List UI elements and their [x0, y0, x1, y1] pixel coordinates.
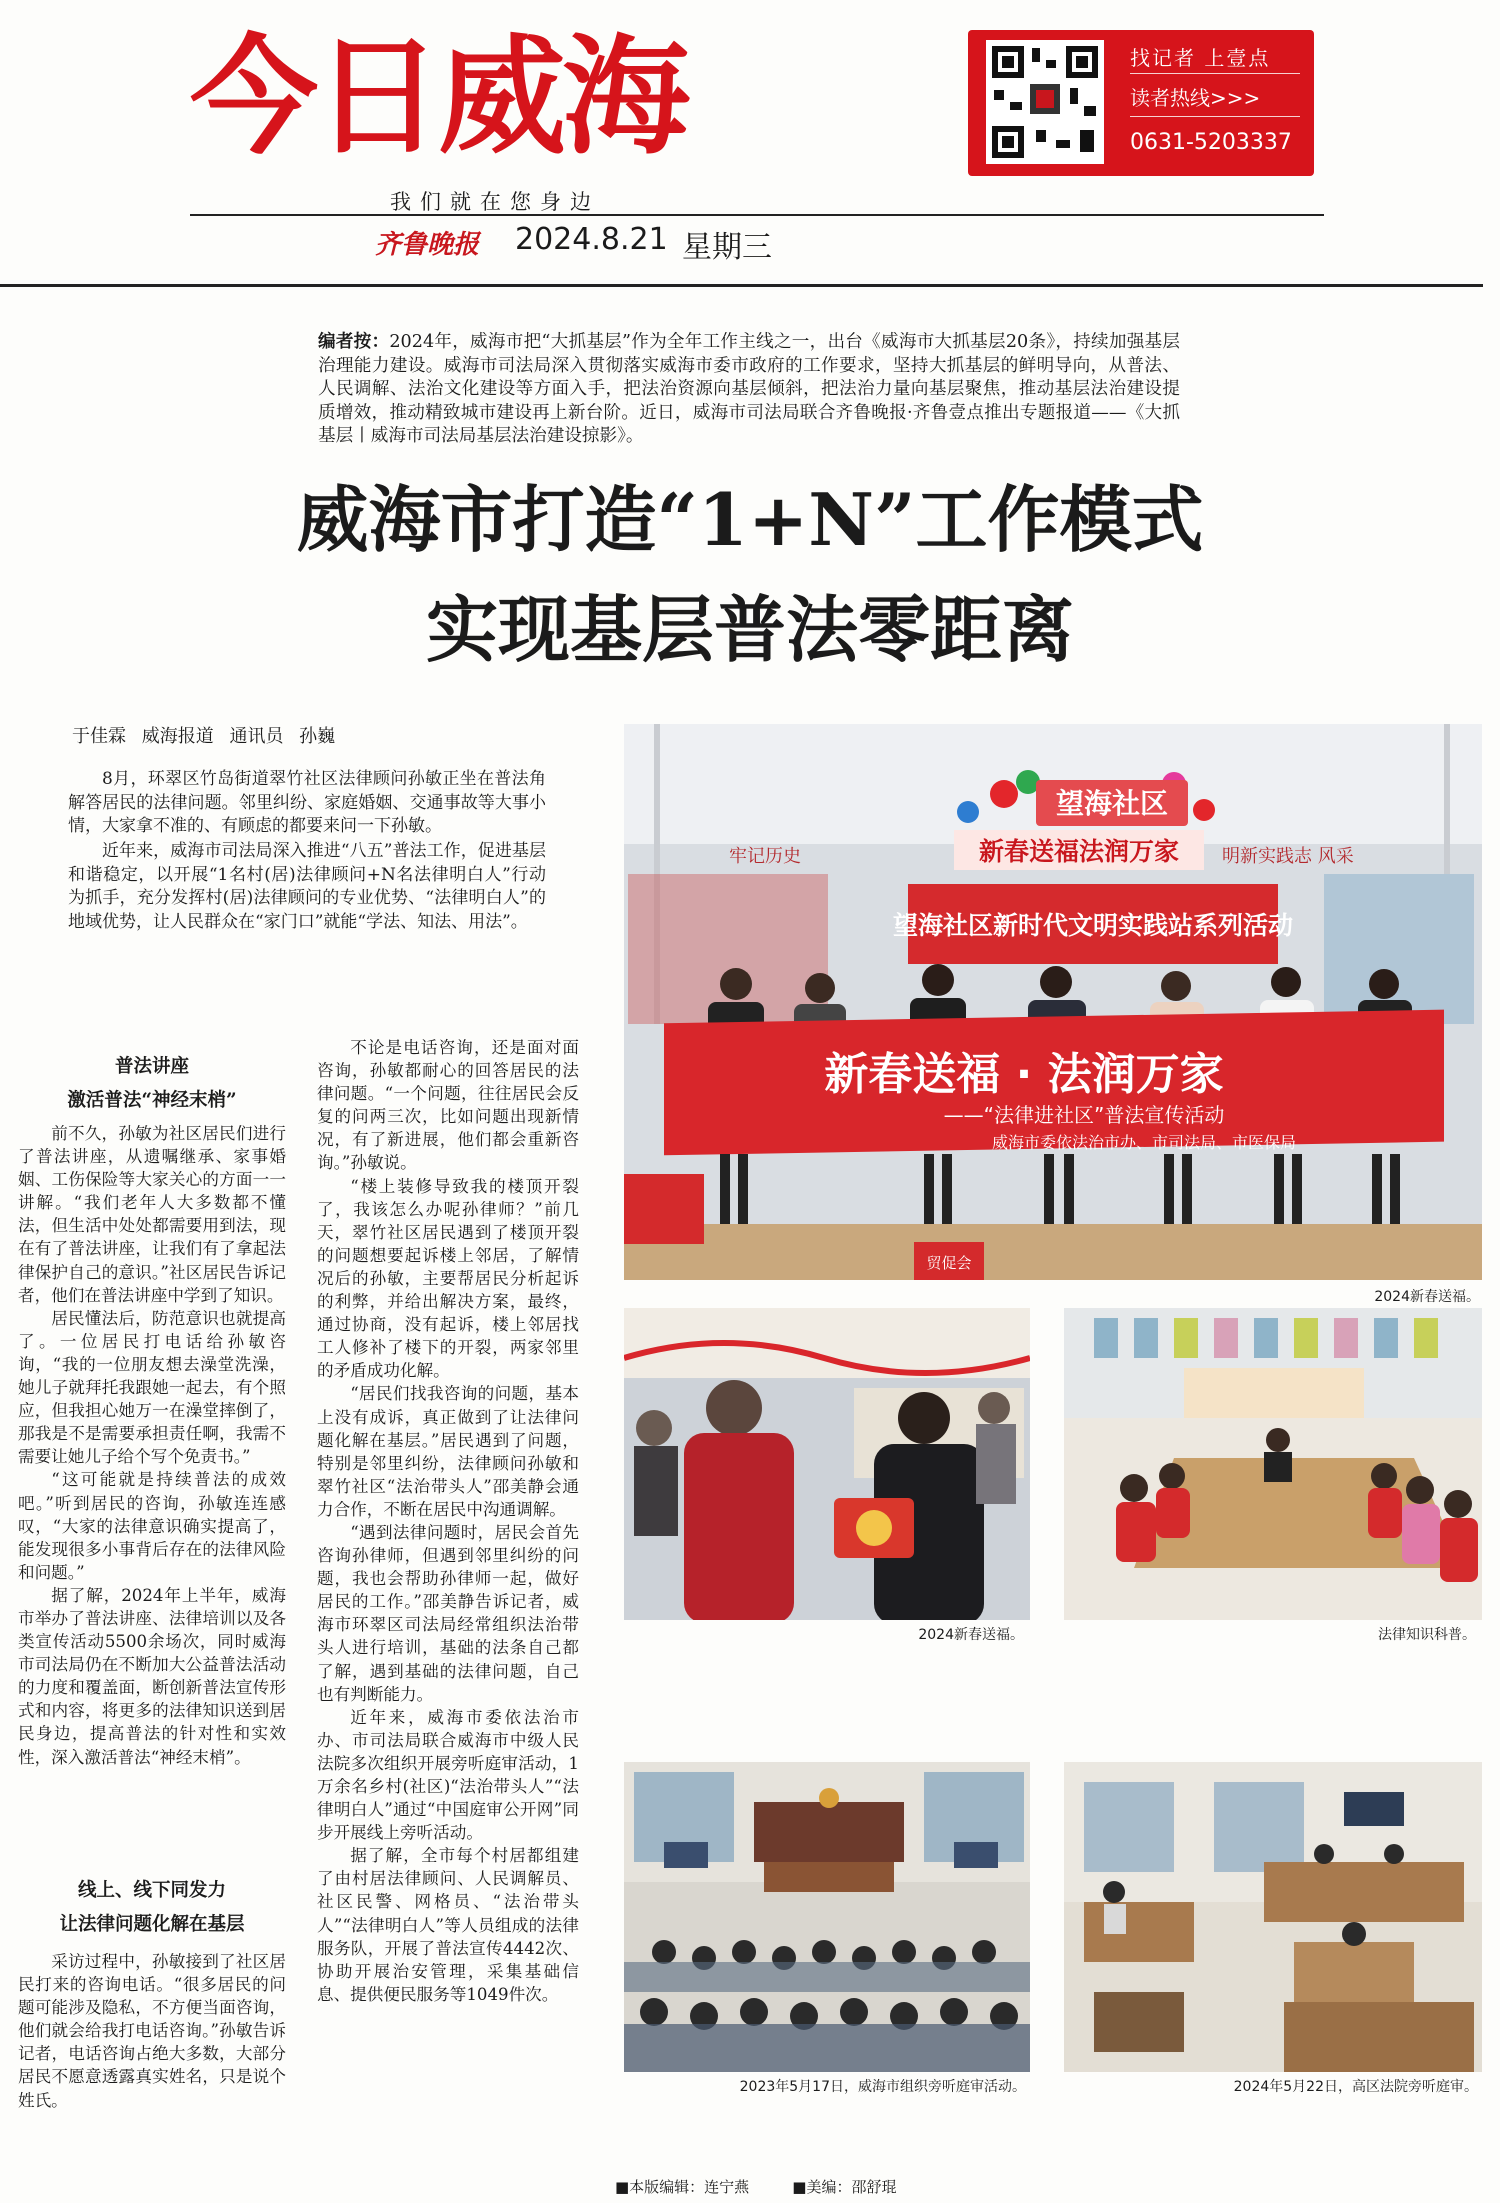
photo-court-hearing-2023	[624, 1762, 1030, 2072]
lead-paragraph: 8月，环翠区竹岛街道翠竹社区法律顾问孙敏正坐在普法角解答居民的法律问题。邻里纠纷、家庭婚姻、交通事故等大事小情，大家拿不准的、有顾虑的都要来问一下孙敏。	[68, 769, 546, 837]
sign-right: 明新实践志 风采	[1222, 846, 1354, 867]
paragraph: “遇到法律问题时，居民会首先咨询孙律师，但遇到邻里纠纷的问题，我也会帮助孙律师一起，做好居民的工作。”邵美静告诉记者，威海市环翠区司法局经常组织法治带头人进行培训，基础的法条自己都了解，遇到基础的法律问题，自己也有判断能力。	[317, 1522, 579, 1704]
photo-new-year-event	[624, 724, 1482, 1280]
editor-note	[318, 330, 1180, 449]
hotline-divider	[1130, 116, 1300, 117]
photo-caption: 2024年5月22日，高区法院旁听庭审。	[1233, 2079, 1478, 2095]
box-label: 贸促会	[926, 1254, 972, 1272]
article-column	[317, 1036, 579, 2006]
editor-note-text: 2024年，威海市把“大抓基层”作为全年工作主线之一，出台《威海市大抓基层20条》，持续加强基层治理能力建设。威海市司法局深入贯彻落实威海市委市政府的工作要求，坚持大抓基层的鲜明导向，从普法、人民调解、法治文化建设等方面入手，把法治资源向基层倾斜，把法治力量向基层聚焦，推动基层法治建设提质增效，推动精致城市建设再上新台阶。近日，威海市司法局联合齐鲁晚报·齐鲁壹点推出专题报道——《大抓基层丨威海市司法局基层法治建设掠影》。	[318, 332, 1180, 446]
photo-caption: 2023年5月17日，威海市组织旁听庭审活动。	[739, 2079, 1026, 2095]
article-column	[18, 1122, 286, 1769]
hotline-number: 0631-5203337	[1130, 130, 1292, 155]
paragraph: “居民们找我咨询的问题，基本上没有成诉，真正做到了让法律问题化解在基层。”居民遇到了问题，特别是邻里纠纷，法律顾问孙敏和翠竹社区“法治带头人”邵美静会通力合作，不断在居民中沟通调解。	[317, 1384, 579, 1519]
masthead-slogan: 我们就在您身边	[390, 190, 600, 214]
paragraph: 采访过程中，孙敏接到了社区居民打来的咨询电话。“很多居民的问题可能涉及隐私，不方便当面咨询，他们就会给我打电话咨询。”孙敏告诉记者，电话咨询占绝大多数，大部分居民不愿意透露真实姓名，只是说个姓氏。	[18, 1952, 286, 2110]
issue-weekday: 星期三	[682, 230, 772, 265]
section-subtitle: 让法律问题化解在基层	[59, 1914, 245, 1935]
sign-subtitle: 新春送福法润万家	[978, 837, 1180, 866]
article-column	[18, 1950, 286, 2112]
masthead-title: 今日威海	[190, 23, 687, 172]
photo-new-year-visit	[624, 1308, 1030, 1620]
footer-editor: ■本版编辑：连宁燕	[615, 2178, 750, 2196]
hotline-line1: 找记者 上壹点	[1130, 46, 1271, 70]
photo-caption: 法律知识科普。	[1378, 1627, 1476, 1643]
headline-line2: 实现基层普法零距离	[425, 587, 1074, 672]
banner-sub: ——“法律进社区”普法宣传活动	[943, 1103, 1225, 1127]
photo-court-hearing-2024	[1064, 1762, 1482, 2072]
section-title: 普法讲座	[114, 1056, 189, 1077]
photo-caption: 2024新春送福。	[1374, 1289, 1480, 1305]
qr-code-icon	[986, 40, 1104, 164]
banner-main: 新春送福 · 法润万家	[824, 1049, 1224, 1100]
footer-designer: ■美编：邵舒琨	[792, 2178, 897, 2196]
photo-legal-knowledge	[1064, 1308, 1482, 1620]
lead-paragraph: 近年来，威海市司法局深入推进“八五”普法工作，促进基层和谐稳定，以开展“1名村(居)法律顾问+N名法律明白人”行动为抓手，充分发挥村(居)法律顾问的专业优势、“法律明白人”的地域优势，让人民群众在“家门口”就能“学法、知法、用法”。	[68, 841, 546, 932]
sign-community: 望海社区	[1055, 787, 1169, 820]
sign-left: 牢记历史	[729, 846, 801, 867]
sign-series: 望海社区新时代文明实践站系列活动	[892, 911, 1294, 940]
paper-name: 齐鲁晚报	[375, 230, 480, 260]
section-title: 线上、线下同发力	[77, 1880, 226, 1901]
paragraph: “楼上装修导致我的楼顶开裂了，我该怎么办呢孙律师？”前几天，翠竹社区居民遇到了楼顶开裂的问题想要起诉楼上邻居，了解情况后的孙敏，主要帮居民分析起诉的利弊，并给出解决方案，最终，通过协商，没有起诉，楼上邻居找工人修补了楼下的开裂，两家邻里的矛盾成功化解。	[317, 1176, 579, 1381]
paragraph: 居民懂法后，防范意识也就提高了。一位居民打电话给孙敏咨询，“我的一位朋友想去澡堂洗澡，她儿子就拜托我跟她一起去，有个照应，但我担心她万一在澡堂摔倒了，那我是不是需要承担责任啊，我需不需要让她儿子给个写个免责书。”	[18, 1308, 286, 1467]
hotline-divider	[1130, 73, 1300, 74]
masthead-rule	[0, 284, 1483, 287]
headline-line1: 威海市打造“1+N”工作模式	[296, 477, 1204, 562]
paragraph: 前不久，孙敏为社区居民们进行了普法讲座，从遗嘱继承、家事婚姻、工伤保险等大家关心的方面一一讲解。“我们老年人大多数都不懂法，但生活中处处都需要用到法，现在有了普法讲座，让我们有了拿起法律保护自己的意识。”社区居民告诉记者，他们在普法讲座中学到了知识。	[18, 1124, 286, 1305]
paragraph: 据了解，全市每个村居都组建了由村居法律顾问、人民调解员、社区民警、网格员、“法治带头人”“法律明白人”等人员组成的法律服务队，开展了普法宣传4442次、协助开展治安管理，采集基础信息、提供便民服务等1049件次。	[317, 1846, 579, 2004]
slogan-divider	[190, 214, 1324, 216]
paragraph: “这可能就是持续普法的成效吧。”听到居民的咨询，孙敏连连感叹，“大家的法律意识确实提高了，能发现很多小事背后存在的法律风险和问题。”	[18, 1470, 286, 1582]
byline: 于佳霖 威海报道 通讯员 孙巍	[72, 726, 336, 747]
photo-caption: 2024新春送福。	[918, 1627, 1024, 1643]
editor-note-label: 编者按：	[318, 331, 390, 352]
issue-date: 2024.8.21	[515, 222, 668, 257]
hotline-line2: 读者热线>>>	[1130, 86, 1261, 110]
banner-org: 威海市委依法治市办、市司法局、市医保局	[991, 1133, 1297, 1152]
paragraph: 据了解，2024年上半年，威海市举办了普法讲座、法律培训以及各类宣传活动5500余场次，同时威海市司法局仍在不断加大公益普法活动的力度和覆盖面，断创新普法宣传形式和内容，将更多的法律知识送到居民身边，提高普法的针对性和实效性，深入激活普法“神经末梢”。	[18, 1585, 286, 1767]
page-footer	[615, 2176, 896, 2197]
paragraph: 近年来，威海市委依法治市办、市司法局联合威海市中级人民法院多次组织开展旁听庭审活动，1万余名乡村(社区)“法治带头人”“法律明白人”通过“中国庭审公开网”同步开展线上旁听活动。	[317, 1707, 579, 1843]
paragraph: 不论是电话咨询，还是面对面咨询，孙敏都耐心的回答居民的法律问题。“一个问题，往往居民会反复的问两三次，比如问题出现新情况，有了新进展，他们都会重新咨询。”孙敏说。	[317, 1038, 579, 1173]
section-subtitle: 激活普法“神经末梢”	[67, 1090, 237, 1111]
